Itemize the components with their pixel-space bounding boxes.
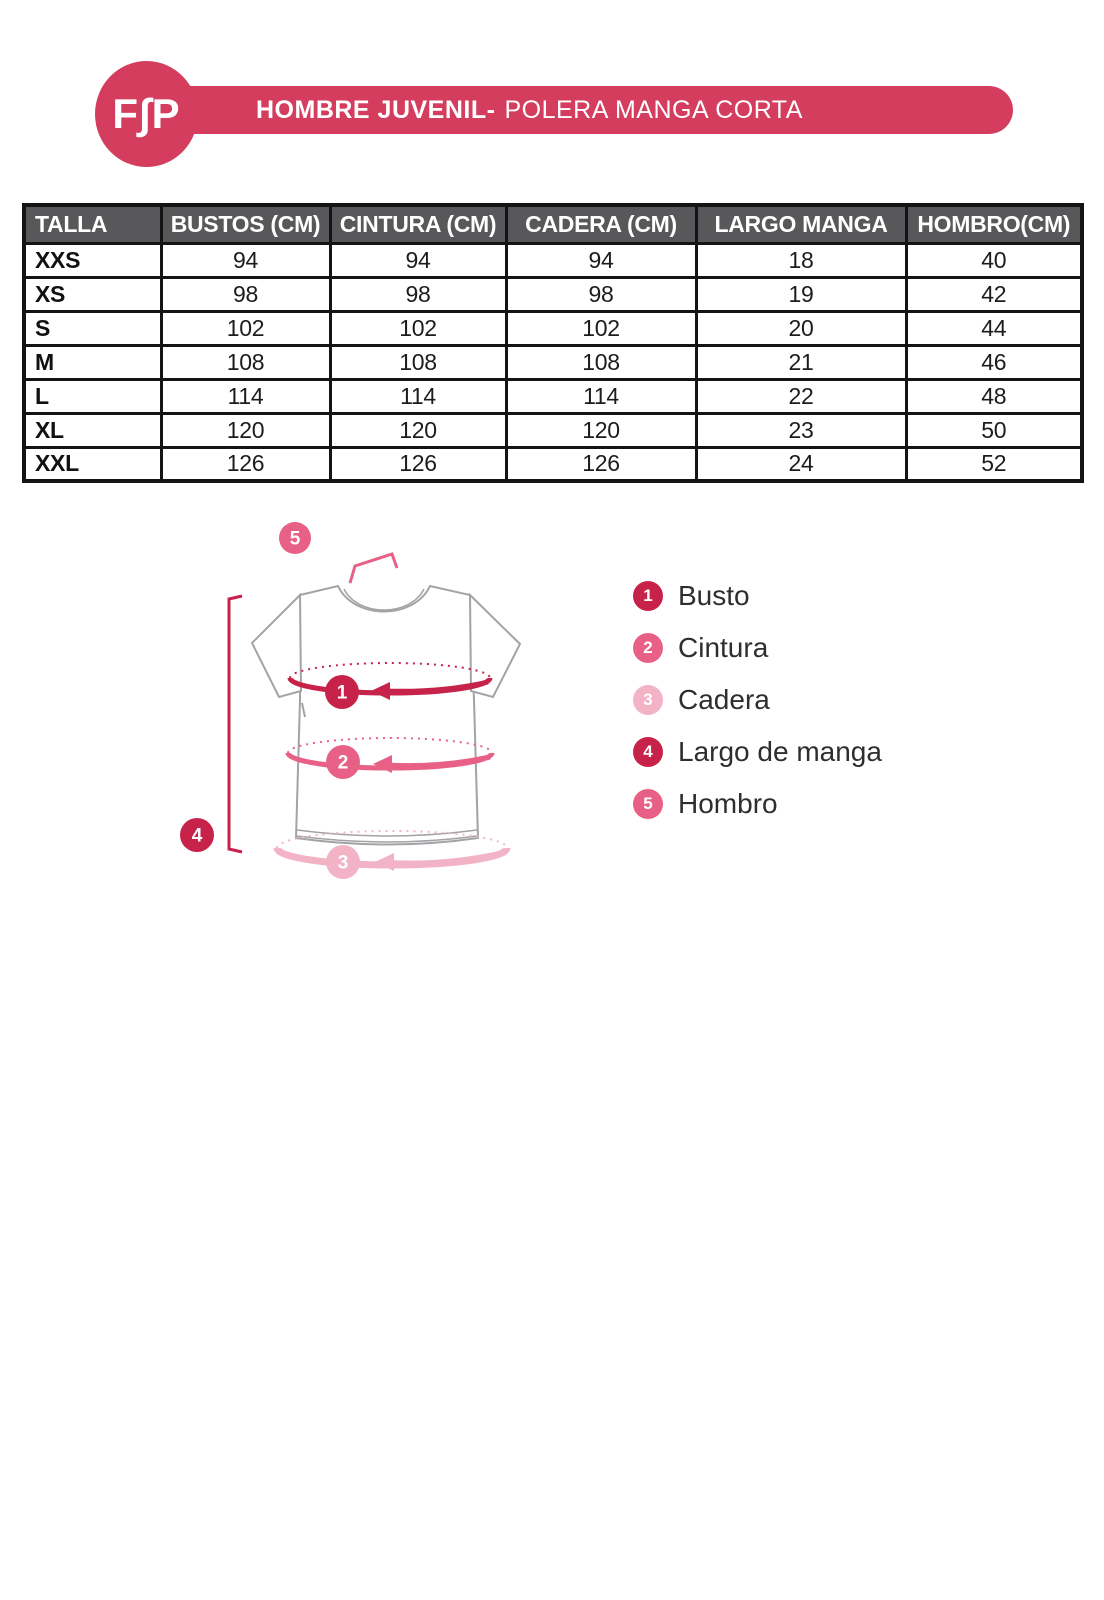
size-label: XXS: [24, 243, 161, 277]
tshirt-body-outline: [296, 586, 478, 845]
size-label: S: [24, 311, 161, 345]
size-label: XS: [24, 277, 161, 311]
hip-arrow-line: [388, 853, 504, 864]
legend-label-hombro: Hombro: [678, 788, 778, 819]
cell-manga: 23: [696, 413, 906, 447]
legend-item-cintura: [633, 633, 882, 663]
cell-cintura: 114: [330, 379, 506, 413]
badge-2-number: 2: [337, 752, 349, 774]
cell-cadera: 114: [506, 379, 696, 413]
legend-label-busto: Busto: [678, 580, 750, 611]
product-title: POLERA MANGA CORTA: [504, 95, 803, 124]
legend-item-hombro: [633, 789, 882, 819]
cell-busto: 114: [161, 379, 330, 413]
cell-manga: 24: [696, 447, 906, 481]
badge-3-number: 3: [337, 852, 349, 874]
size-table-header-row: [24, 205, 1082, 243]
col-header-hombro: HOMBRO(CM): [906, 205, 1082, 243]
size-label: L: [24, 379, 161, 413]
cell-cadera: 102: [506, 311, 696, 345]
legend-badge-2: 2: [633, 633, 663, 663]
cell-cadera: 98: [506, 277, 696, 311]
cell-cintura: 98: [330, 277, 506, 311]
cell-cadera: 126: [506, 447, 696, 481]
cell-busto: 94: [161, 243, 330, 277]
cell-cintura: 108: [330, 345, 506, 379]
cell-hombro: 52: [906, 447, 1082, 481]
legend-label-cadera: Cadera: [678, 684, 770, 715]
shoulder-bracket: [350, 554, 397, 583]
table-row-xxs: [24, 243, 1082, 277]
cell-busto: 108: [161, 345, 330, 379]
legend-badge-5: 5: [633, 789, 663, 819]
legend-badge-1: 1: [633, 581, 663, 611]
col-header-talla: TALLA: [24, 205, 161, 243]
badge-5-number: 5: [289, 528, 301, 550]
table-row-xl: [24, 413, 1082, 447]
legend-label-cintura: Cintura: [678, 632, 769, 663]
cell-busto: 98: [161, 277, 330, 311]
col-header-cadera: CADERA (CM): [506, 205, 696, 243]
cell-cintura: 126: [330, 447, 506, 481]
size-table: [22, 203, 1084, 483]
brand-logo-text: F∫P: [112, 90, 181, 137]
badge-4-number: 4: [191, 825, 203, 847]
cell-manga: 22: [696, 379, 906, 413]
col-header-cintura: CINTURA (CM): [330, 205, 506, 243]
brand-logo: [95, 61, 198, 167]
cell-busto: 102: [161, 311, 330, 345]
badge-1-number: 1: [336, 682, 348, 704]
table-row-xxl: [24, 447, 1082, 481]
cell-cadera: 94: [506, 243, 696, 277]
size-label: XXL: [24, 447, 161, 481]
cell-cintura: 102: [330, 311, 506, 345]
shoulder-measure: [279, 522, 397, 583]
col-header-bustos: BUSTOS (CM): [161, 205, 330, 243]
title-banner: [150, 86, 1013, 134]
cell-hombro: 50: [906, 413, 1082, 447]
cell-hombro: 40: [906, 243, 1082, 277]
cell-cintura: 120: [330, 413, 506, 447]
cell-hombro: 46: [906, 345, 1082, 379]
cell-hombro: 48: [906, 379, 1082, 413]
cell-hombro: 42: [906, 277, 1082, 311]
cell-cadera: 108: [506, 345, 696, 379]
legend-badge-4: 4: [633, 737, 663, 767]
size-label: M: [24, 345, 161, 379]
table-row-s: [24, 311, 1082, 345]
col-header-largo-manga: LARGO MANGA: [696, 205, 906, 243]
legend-item-busto: [633, 581, 882, 611]
category-title: HOMBRE JUVENIL-: [256, 95, 496, 124]
cell-manga: 19: [696, 277, 906, 311]
cell-cintura: 94: [330, 243, 506, 277]
cell-hombro: 44: [906, 311, 1082, 345]
table-row-m: [24, 345, 1082, 379]
legend-item-cadera: [633, 685, 882, 715]
length-line: [229, 596, 242, 852]
cell-busto: 120: [161, 413, 330, 447]
cell-cadera: 120: [506, 413, 696, 447]
legend-label-largo-de-manga: Largo de manga: [678, 736, 882, 767]
tshirt-measurement-diagram: [140, 500, 620, 900]
table-row-l: [24, 379, 1082, 413]
measurement-legend: [633, 581, 882, 841]
length-measure: [180, 596, 242, 852]
cell-manga: 18: [696, 243, 906, 277]
cell-manga: 21: [696, 345, 906, 379]
legend-badge-3: 3: [633, 685, 663, 715]
table-row-xs: [24, 277, 1082, 311]
cell-manga: 20: [696, 311, 906, 345]
size-label: XL: [24, 413, 161, 447]
legend-item-largo-de-manga: [633, 737, 882, 767]
cell-busto: 126: [161, 447, 330, 481]
